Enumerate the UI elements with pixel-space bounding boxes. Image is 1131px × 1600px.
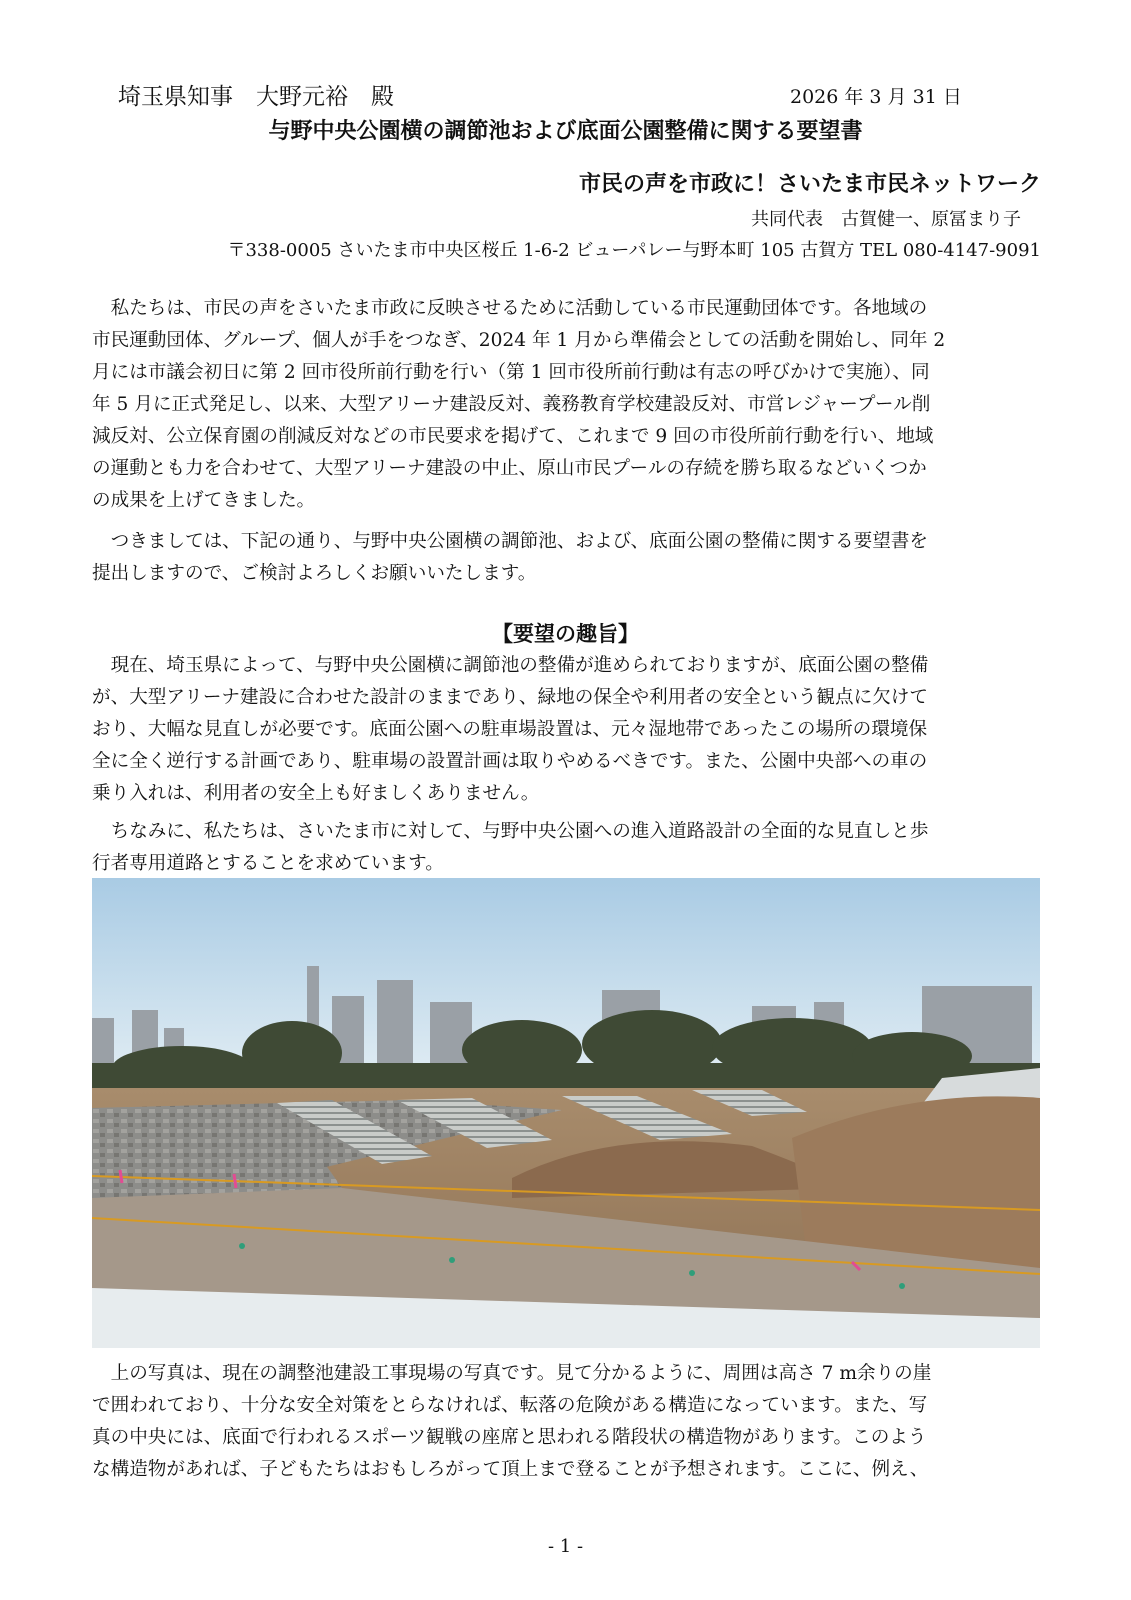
text-line: 全に全く逆行する計画であり、駐車場の設置計画は取りやめるべきです。また、公園中央部への車の bbox=[92, 751, 928, 772]
text-line: の成果を上げてきました。 bbox=[92, 490, 316, 511]
text-line: 月には市議会初日に第 2 回市役所前行動を行い（第 1 回市役所前行動は有志の呼びかけで実施）、同 bbox=[92, 362, 930, 383]
text-line: 市民運動団体、グループ、個人が手をつなぎ、2024 年 1 月から準備会としての活動を開始し、同年 2 bbox=[92, 330, 946, 351]
text-line: ちなみに、私たちは、さいたま市に対して、与野中央公園への進入道路設計の全面的な見直しと歩 bbox=[92, 821, 929, 842]
text-line: 行者専用道路とすることを求めています。 bbox=[92, 853, 444, 874]
addressee: 埼玉県知事 大野元裕 殿 bbox=[118, 84, 394, 110]
document-title: 与野中央公園横の調節池および底面公園整備に関する要望書 bbox=[268, 119, 863, 144]
construction-site-photo bbox=[92, 878, 1040, 1348]
document-date: 2026 年 3 月 31 日 bbox=[790, 86, 962, 108]
section-heading: 【要望の趣旨】 bbox=[492, 622, 639, 646]
text-line: 上の写真は、現在の調整池建設工事現場の写真です。見て分かるように、周囲は高さ 7 m余りの崖 bbox=[92, 1363, 932, 1384]
text-line: 私たちは、市民の声をさいたま市政に反映させるために活動している市民運動団体です。各地域の bbox=[92, 298, 928, 319]
intro-paragraph-2 bbox=[92, 526, 1040, 590]
text-line: おり、大幅な見直しが必要です。底面公園への駐車場設置は、元々湿地帯であったこの場所の環境保 bbox=[92, 719, 928, 740]
text-line: 提出しますので、ご検討よろしくお願いいたします。 bbox=[92, 563, 537, 584]
text-line: の運動とも力を合わせて、大型アリーナ建設の中止、原山市民プールの存続を勝ち取るなどいくつか bbox=[92, 458, 927, 479]
text-line: 真の中央には、底面で行われるスポーツ観戦の座席と思われる階段状の構造物があります。このよう bbox=[92, 1427, 927, 1448]
photo-description-paragraph bbox=[92, 1358, 1040, 1486]
text-line: 乗り入れは、利用者の安全上も好ましくありません。 bbox=[92, 783, 540, 804]
text-line: な構造物があれば、子どもたちはおもしろがって頂上まで登ることが予想されます。ここに、例え、 bbox=[92, 1459, 929, 1480]
purpose-paragraph-1 bbox=[92, 650, 1040, 810]
text-line: が、大型アリーナ建設に合わせた設計のままであり、緑地の保全や利用者の安全という観点に欠けて bbox=[92, 687, 928, 708]
text-line: 現在、埼玉県によって、与野中央公園横に調節池の整備が進められておりますが、底面公園の整備 bbox=[92, 655, 929, 676]
text-line: つきましては、下記の通り、与野中央公園横の調節池、および、底面公園の整備に関する要望書を bbox=[92, 531, 928, 552]
contact-address: 〒338-0005 さいたま市中央区桜丘 1-6-2 ビューパレー与野本町 105 古賀方 TEL 080-4147-9091 bbox=[227, 240, 1041, 261]
intro-paragraph-1 bbox=[92, 293, 1040, 517]
representatives: 共同代表 古賀健一、原冨まり子 bbox=[751, 209, 1021, 230]
organization-name: 市民の声を市政に！さいたま市民ネットワーク bbox=[578, 172, 1041, 197]
page-number: - 1 - bbox=[547, 1536, 584, 1557]
text-line: 年 5 月に正式発足し、以来、大型アリーナ建設反対、義務教育学校建設反対、市営レジャープール削 bbox=[92, 394, 931, 415]
text-line: 減反対、公立保育園の削減反対などの市民要求を掲げて、これまで 9 回の市役所前行動を行い、地域 bbox=[92, 426, 934, 447]
text-line: で囲われており、十分な安全対策をとらなければ、転落の危険がある構造になっています。また、写 bbox=[92, 1395, 928, 1416]
purpose-paragraph-2 bbox=[92, 816, 1040, 880]
